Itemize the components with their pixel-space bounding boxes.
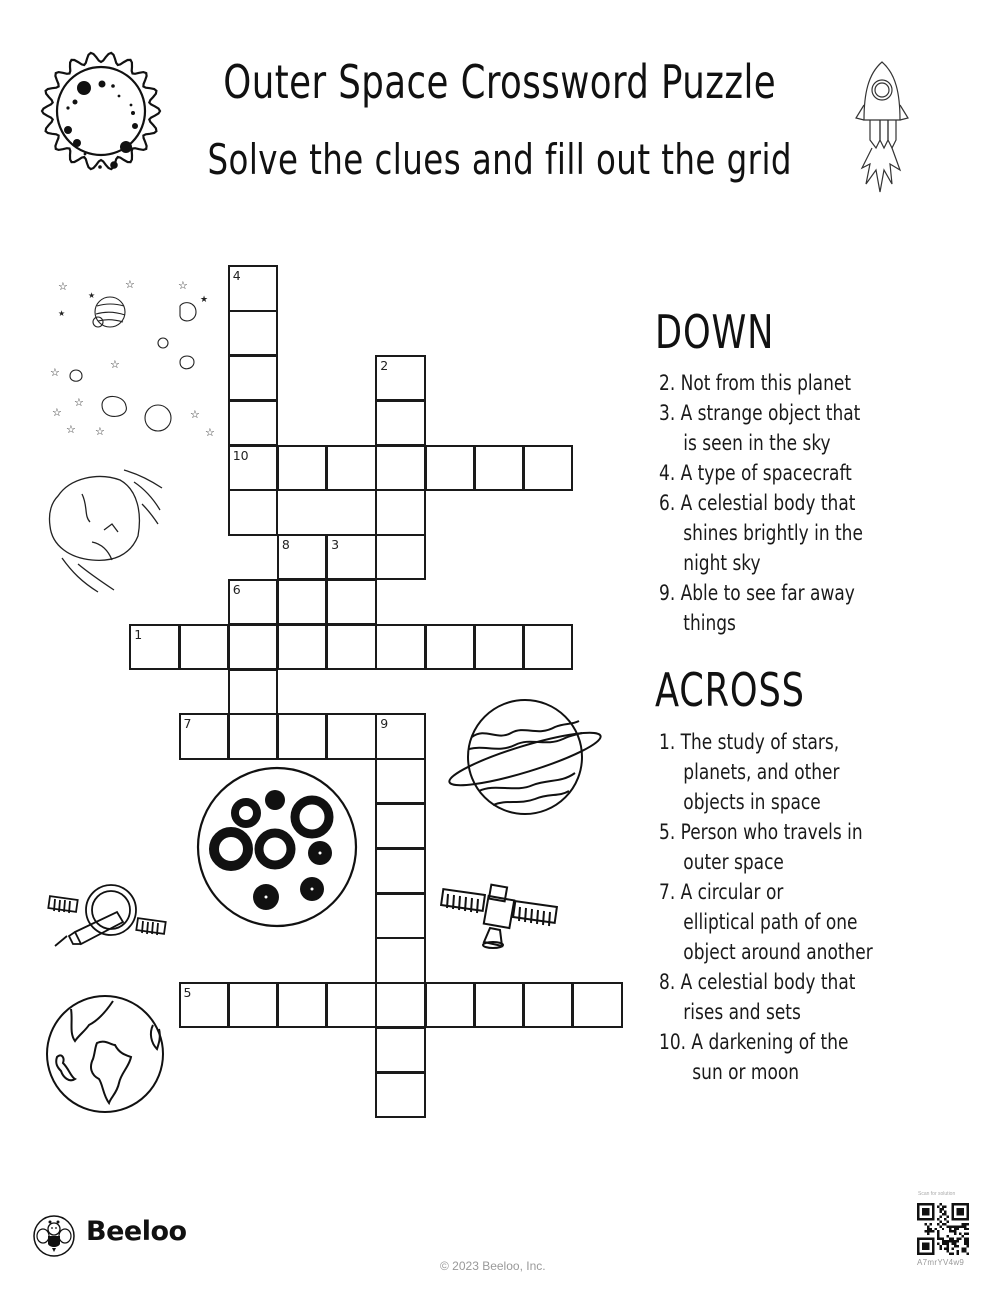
grid-cell[interactable] bbox=[425, 445, 476, 491]
grid-cell[interactable] bbox=[375, 1072, 426, 1118]
svg-text:☆: ☆ bbox=[50, 366, 60, 379]
clue-item bbox=[659, 488, 863, 578]
grid-cell[interactable] bbox=[326, 982, 377, 1028]
clue-text: is seen in the sky bbox=[683, 431, 831, 455]
clue-text: object around another bbox=[683, 940, 873, 964]
clue-text: rises and sets bbox=[683, 1000, 801, 1024]
grid-cell[interactable] bbox=[228, 579, 279, 625]
grid-cell[interactable] bbox=[228, 355, 279, 401]
grid-cell[interactable] bbox=[474, 445, 525, 491]
clue-text: 2. Not from this planet bbox=[659, 371, 851, 395]
grid-cell[interactable] bbox=[228, 669, 279, 715]
grid-cell[interactable] bbox=[228, 713, 279, 759]
brand-name: Beeloo bbox=[86, 1216, 187, 1247]
grid-cell[interactable] bbox=[572, 982, 623, 1028]
grid-cell[interactable] bbox=[523, 445, 574, 491]
grid-cell[interactable] bbox=[375, 355, 426, 401]
clue-text: 1. The study of stars, bbox=[659, 730, 840, 754]
clue-item bbox=[659, 398, 863, 458]
svg-text:☆: ☆ bbox=[95, 425, 105, 438]
clue-text: night sky bbox=[683, 551, 761, 575]
page-title: Outer Space Crossword Puzzle bbox=[223, 55, 777, 109]
clue-item bbox=[659, 368, 863, 398]
clue-item bbox=[659, 1027, 873, 1087]
grid-cell[interactable] bbox=[375, 445, 426, 491]
grid-cell[interactable] bbox=[129, 624, 180, 670]
grid-cell[interactable] bbox=[277, 445, 328, 491]
grid-cell[interactable] bbox=[375, 534, 426, 580]
svg-text:★: ★ bbox=[88, 291, 96, 300]
svg-text:☆: ☆ bbox=[178, 279, 188, 292]
clue-item bbox=[659, 817, 873, 877]
grid-cell[interactable] bbox=[228, 265, 279, 311]
grid-cell[interactable] bbox=[179, 982, 230, 1028]
clue-text: 6. A celestial body that bbox=[659, 491, 856, 515]
qr-code-icon[interactable] bbox=[917, 1203, 969, 1255]
clue-number: 10 bbox=[232, 447, 249, 463]
grid-cell[interactable] bbox=[277, 579, 328, 625]
clue-text: 4. A type of spacecraft bbox=[659, 461, 852, 485]
page-subtitle: Solve the clues and fill out the grid bbox=[207, 135, 792, 184]
grid-cell[interactable] bbox=[228, 489, 279, 535]
clue-number: 2 bbox=[380, 358, 389, 373]
clue-number: 3 bbox=[331, 537, 340, 553]
clue-text: 7. A circular or bbox=[659, 880, 784, 904]
clue-text: 9. Able to see far away bbox=[659, 581, 855, 605]
svg-text:☆: ☆ bbox=[110, 358, 120, 371]
grid-cell[interactable] bbox=[375, 489, 426, 535]
grid-cell[interactable] bbox=[228, 982, 279, 1028]
across-clue-list bbox=[659, 727, 896, 1087]
svg-text:☆: ☆ bbox=[52, 406, 62, 419]
grid-cell[interactable] bbox=[326, 579, 377, 625]
clue-text: 8. A celestial body that bbox=[659, 970, 856, 994]
grid-cell[interactable] bbox=[179, 624, 230, 670]
grid-cell[interactable] bbox=[375, 982, 426, 1028]
clue-number: 8 bbox=[281, 537, 290, 553]
grid-cell[interactable] bbox=[375, 803, 426, 849]
svg-text:☆: ☆ bbox=[205, 426, 215, 439]
grid-cell[interactable] bbox=[228, 310, 279, 356]
svg-text:☆: ☆ bbox=[190, 408, 200, 421]
grid-cell[interactable] bbox=[375, 1027, 426, 1073]
clue-text: outer space bbox=[683, 850, 784, 874]
grid-cell[interactable] bbox=[326, 445, 377, 491]
svg-text:★: ★ bbox=[200, 295, 209, 305]
grid-cell[interactable] bbox=[375, 624, 426, 670]
clue-item bbox=[659, 967, 873, 1027]
clue-number: 7 bbox=[183, 716, 192, 732]
qr-caption: Scan for solution bbox=[918, 1191, 956, 1197]
svg-text:☆: ☆ bbox=[74, 396, 84, 409]
grid-cell[interactable] bbox=[523, 982, 574, 1028]
clue-text: 10. A darkening of the bbox=[659, 1030, 849, 1054]
clue-text: 3. A strange object that bbox=[659, 401, 861, 425]
clue-number: 1 bbox=[134, 626, 143, 642]
clue-text: shines brightly in the bbox=[683, 521, 863, 545]
qr-code-text: A7mrYV4w9 bbox=[917, 1258, 965, 1267]
bee-logo-icon bbox=[32, 1214, 76, 1258]
grid-cell[interactable] bbox=[277, 624, 328, 670]
grid-cell[interactable] bbox=[375, 758, 426, 804]
grid-cell[interactable] bbox=[474, 624, 525, 670]
down-heading: DOWN bbox=[655, 305, 775, 359]
svg-text:☆: ☆ bbox=[66, 423, 76, 436]
clue-text: objects in space bbox=[683, 790, 821, 814]
clue-item bbox=[659, 877, 873, 967]
grid-cell[interactable] bbox=[425, 624, 476, 670]
grid-cell[interactable] bbox=[375, 400, 426, 446]
svg-text:★: ★ bbox=[58, 309, 66, 318]
grid-cell[interactable] bbox=[375, 893, 426, 939]
clue-item bbox=[659, 458, 863, 488]
grid-cell[interactable] bbox=[425, 982, 476, 1028]
clue-number: 6 bbox=[232, 582, 241, 597]
clue-number: 5 bbox=[183, 985, 192, 1001]
grid-cell[interactable] bbox=[326, 624, 377, 670]
grid-cell[interactable] bbox=[326, 713, 377, 759]
across-heading: ACROSS bbox=[655, 663, 805, 717]
copyright-text: © 2023 Beeloo, Inc. bbox=[440, 1259, 546, 1273]
clue-item bbox=[659, 578, 863, 638]
svg-text:☆: ☆ bbox=[125, 278, 135, 291]
clue-text: elliptical path of one bbox=[683, 910, 858, 934]
clue-text: things bbox=[683, 611, 736, 635]
grid-cell[interactable] bbox=[375, 848, 426, 894]
clue-text: sun or moon bbox=[692, 1060, 800, 1084]
grid-cell[interactable] bbox=[277, 982, 328, 1028]
clue-text: planets, and other bbox=[683, 760, 840, 784]
clue-number: 4 bbox=[232, 268, 241, 284]
grid-cell[interactable] bbox=[228, 624, 279, 670]
svg-text:☆: ☆ bbox=[58, 280, 68, 293]
grid-cell[interactable] bbox=[277, 713, 328, 759]
grid-cell[interactable] bbox=[179, 713, 230, 759]
grid-cell[interactable] bbox=[375, 937, 426, 983]
clue-number: 9 bbox=[380, 716, 389, 732]
grid-cell[interactable] bbox=[375, 713, 426, 759]
grid-cell[interactable] bbox=[277, 534, 328, 580]
grid-cell[interactable] bbox=[326, 534, 377, 580]
down-clue-list bbox=[659, 368, 886, 638]
grid-cell[interactable] bbox=[228, 445, 279, 491]
grid-cell[interactable] bbox=[523, 624, 574, 670]
grid-cell[interactable] bbox=[474, 982, 525, 1028]
clue-item bbox=[659, 727, 873, 817]
clue-text: 5. Person who travels in bbox=[659, 820, 863, 844]
grid-cell[interactable] bbox=[228, 400, 279, 446]
